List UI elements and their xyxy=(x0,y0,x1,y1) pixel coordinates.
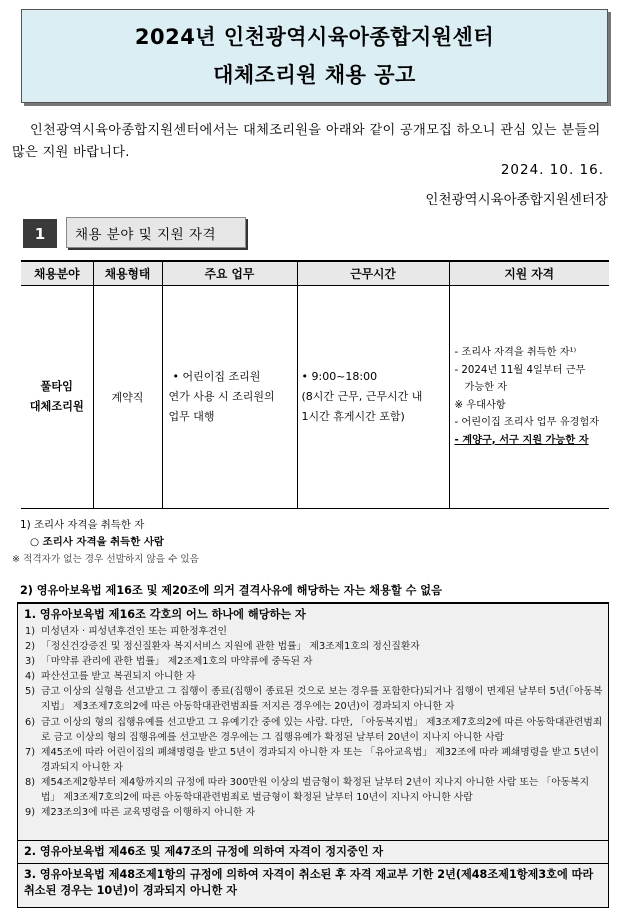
disqualification-box xyxy=(17,603,609,908)
duty-line3: 업무 대행 xyxy=(168,409,215,423)
list-item-text: 제23조의3에 따른 교육명령을 이행하지 아니한 자 xyxy=(41,807,256,819)
cell-type: 계약직 xyxy=(93,285,162,509)
list-item-number: 6) xyxy=(25,716,36,728)
list-item xyxy=(25,775,603,805)
duty-line2: 연가 사용 시 조리원의 xyxy=(168,389,275,403)
header-duty: 주요 업무 xyxy=(162,261,297,285)
list-item xyxy=(25,624,603,639)
qual-item-2b: 가능한 자 xyxy=(464,382,508,394)
header-qualification: 지원 자격 xyxy=(449,261,609,285)
disqualification-head-3: 3. 영유아보육법 제48조제1항의 규정에 의하여 자격이 취소된 후 자격 재교부 기한 2년(제48조제1항제3호에 따라 취소된 경우는 10년)이 경과되지 아니한 자 xyxy=(24,868,594,897)
list-item-number: 7) xyxy=(25,746,36,758)
cell-field xyxy=(21,285,93,509)
disqualification-head-1: 1. 영유아보육법 제16조 각호의 어느 하나에 해당하는 자 xyxy=(24,608,306,621)
intro-paragraph: 인천광역시육아종합지원센터에서는 대체조리원을 아래와 같이 공개모집 하오니 관심 있는 분들의 많은 지원 바랍니다. xyxy=(12,123,601,160)
cell-qualification xyxy=(449,285,609,509)
time-line3: 1시간 휴게시간 포함) xyxy=(301,409,405,423)
list-item-text: 금고 이상의 실형을 선고받고 그 집행이 종료(집행이 종료된 것으로 보는 경우를 포함한다)되거나 집행이 면제된 날부터 5년(「아동복지법」 제3조제7호의2에 따른 아동학대관련범죄를 저지른 경우에는 20년)이 경과되지 아니한 자 xyxy=(41,686,603,713)
list-item xyxy=(25,669,603,684)
time-line2: (8시간 근무, 근무시간 내 xyxy=(301,389,423,403)
list-item-number: 8) xyxy=(25,776,36,788)
divider xyxy=(18,840,608,841)
list-item-text: 「마약류 관리에 관한 법률」 제2조제1호의 마약류에 중독된 자 xyxy=(41,656,313,668)
recruitment-table xyxy=(21,260,609,509)
disqualification-head-2: 2. 영유아보육법 제46조 및 제47조의 규정에 의하여 자격이 정지중인 자 xyxy=(24,845,384,858)
qual-item-1: - 조리사 자격을 취득한 자¹⁾ xyxy=(454,347,577,359)
list-item xyxy=(25,684,603,714)
field-line1: 풀타임 xyxy=(40,379,73,393)
qual-item-4: - 어린이집 조리사 업무 유경험자 xyxy=(454,417,600,429)
section2-title: 2) 영유아보육법 제16조 및 제20조에 의거 결격사유에 해당하는 자는 채용할 수 없음 xyxy=(17,582,609,604)
cell-hours xyxy=(297,285,449,509)
disqualification-list xyxy=(25,624,603,820)
list-item-number: 5) xyxy=(25,686,36,698)
announcement-date: 2024. 10. 16. xyxy=(500,162,604,178)
list-item-number: 3) xyxy=(25,656,36,668)
list-item-text: 미성년자 · 피성년후견인 또는 피한정후견인 xyxy=(41,626,227,637)
list-item xyxy=(25,654,603,669)
list-item-number: 4) xyxy=(25,671,36,683)
qual-item-5: - 계양구, 서구 지원 가능한 자 xyxy=(454,434,589,446)
title-box xyxy=(21,9,608,103)
list-item xyxy=(25,745,603,775)
page-title-line2: 대체조리원 채용 공고 xyxy=(213,63,416,87)
list-item xyxy=(25,805,603,820)
list-item-number: 1) xyxy=(25,626,36,637)
selection-note: ※ 적격자가 없는 경우 선발하지 않을 수 있음 xyxy=(12,554,199,565)
table-header-row xyxy=(21,261,609,285)
list-item-text: 제54조제2항부터 제4항까지의 규정에 따라 300만원 이상의 벌금형이 확정된 날부터 2년이 지나지 아니한 사람 또는 「아동복지법」 제3조제7호의2에 따른 아동학대관련범죄로 벌금형이 확정된 날부터 10년이 지나지 아니한 사람 xyxy=(41,776,590,804)
footnote-1-detail: ○ 조리사 자격을 취득한 사람 xyxy=(30,536,164,548)
qual-item-2a: - 2024년 11월 4일부터 근무 xyxy=(454,364,586,376)
organization-name: 인천광역시육아종합지원센터장 xyxy=(425,192,608,208)
list-item-number: 9) xyxy=(25,807,36,819)
divider xyxy=(18,863,608,864)
time-line1: • 9:00~18:00 xyxy=(301,369,378,383)
list-item xyxy=(25,639,603,654)
header-hours: 근무시간 xyxy=(297,261,449,285)
header-field: 채용분야 xyxy=(21,261,93,285)
list-item-text: 「정신건강증진 및 정신질환자 복지서비스 지원에 관한 법률」 제3조제1호의 정신질환자 xyxy=(41,641,420,653)
header-type: 채용형태 xyxy=(93,261,162,285)
page-title-line1: 2024년 인천광역시육아종합지원센터 xyxy=(134,25,495,49)
section-title: 채용 분야 및 지원 자격 xyxy=(66,217,246,248)
list-item-text: 제45조에 따라 어린이집의 폐쇄명령을 받고 5년이 경과되지 아니한 자 또는 「유아교육법」 제32조에 따라 폐쇄명령을 받고 5년이 경과되지 아니한 자 xyxy=(41,746,599,773)
qual-preferred-heading: ※ 우대사항 xyxy=(454,399,506,411)
table-row xyxy=(21,285,609,509)
list-item xyxy=(25,715,603,745)
cell-duty xyxy=(162,285,297,509)
field-line2: 대체조리원 xyxy=(29,399,84,413)
footnote-1: 1) 조리사 자격을 취득한 자 xyxy=(20,519,145,531)
duty-line1: • 어린이집 조리원 xyxy=(172,369,261,383)
list-item-number: 2) xyxy=(25,641,36,653)
section-number: 1 xyxy=(23,219,57,248)
list-item-text: 금고 이상의 형의 집행유예를 선고받고 그 유예기간 중에 있는 사람. 다만, 「아동복지법」 제3조제7호의2에 따른 아동학대관련범죄로 금고 이상의 형의 집행유예를 선고받은 경우에는 그 집행유예가 확정된 날부터 20년이 지나지 아니한 사람 xyxy=(41,716,603,743)
list-item-text: 파산선고를 받고 복권되지 아니한 자 xyxy=(41,671,196,683)
